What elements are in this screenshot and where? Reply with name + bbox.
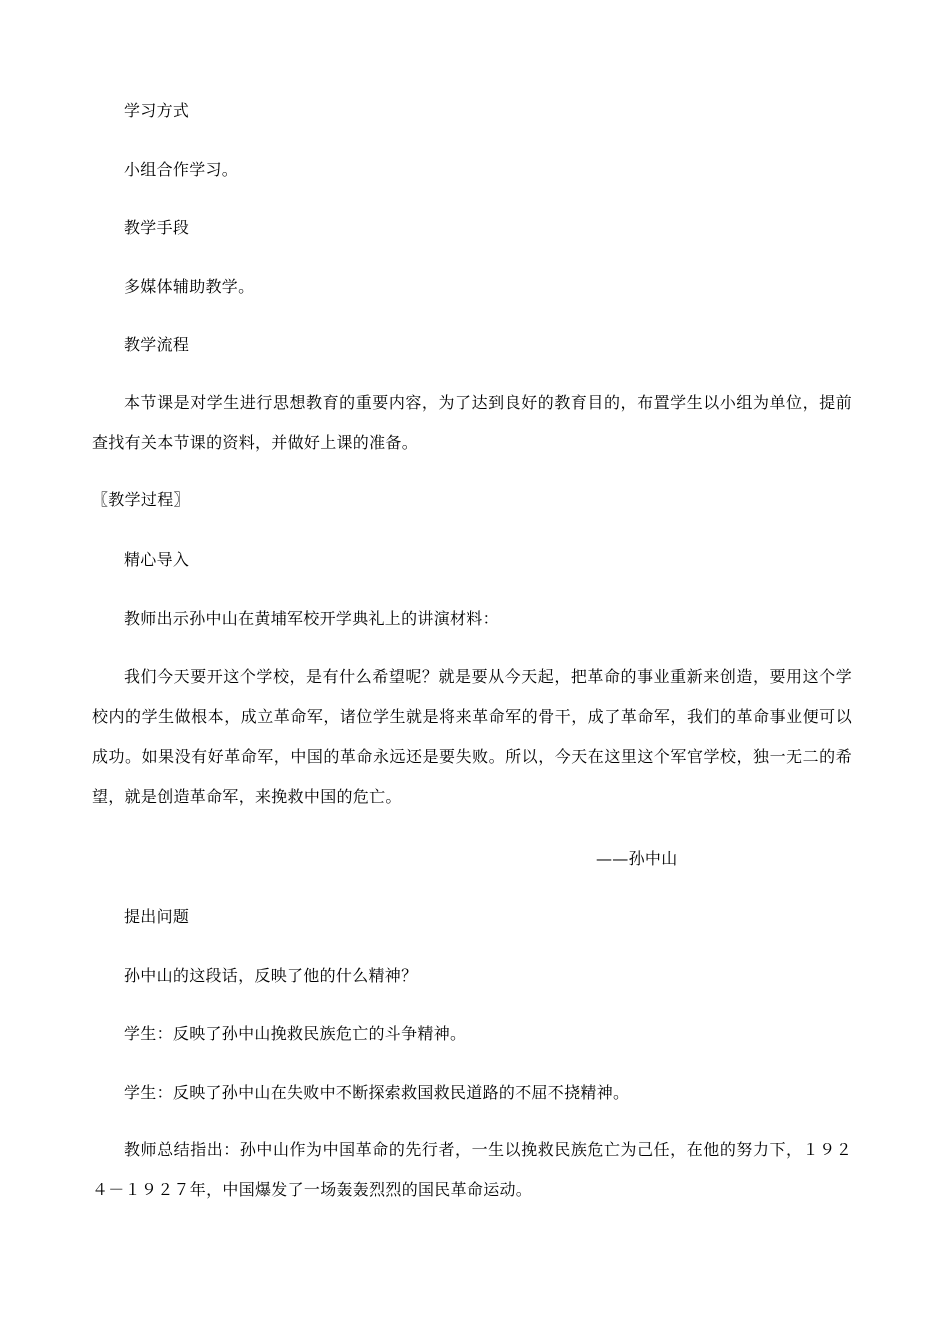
heading-learning-mode: 学习方式 [124,101,190,120]
heading-question: 提出问题 [124,907,190,926]
heading-teaching-means: 教学手段 [124,218,190,237]
teacher-summary-paragraph: 教师总结指出：孙中山作为中国革命的先行者，一生以挽救民族危亡为己任，在他的努力下，１９２４－１９２７年，中国爆发了一场轰轰烈烈的国民革命运动。 [92,1140,852,1199]
heading-intro: 精心导入 [124,550,190,569]
student-answer-1: 学生：反映了孙中山挽救民族危亡的斗争精神。 [124,1024,467,1043]
quote-attribution: ——孙中山 [596,849,678,868]
question-text: 孙中山的这段话，反映了他的什么精神？ [124,966,418,985]
learning-mode-text: 小组合作学习。 [124,160,239,179]
heading-teaching-process: 〖教学过程〗 [92,490,190,509]
intro-text: 教师出示孙中山在黄埔军校开学典礼上的讲演材料： [124,609,499,628]
teaching-flow-paragraph: 本节课是对学生进行思想教育的重要内容，为了达到良好的教育目的，布置学生以小组为单位，提前查找有关本节课的资料，并做好上课的准备。 [92,393,852,452]
student-answer-2: 学生：反映了孙中山在失败中不断探索救国救民道路的不屈不挠精神。 [124,1083,630,1102]
heading-teaching-flow: 教学流程 [124,335,190,354]
teaching-means-text: 多媒体辅助教学。 [124,277,255,296]
sun-yatsen-quote: 我们今天要开这个学校，是有什么希望呢？就是要从今天起，把革命的事业重新来创造，要用这个学校内的学生做根本，成立革命军，诸位学生就是将来革命军的骨干，成了革命军，我们的革命事业便可以成功。如果没有好革命军，中国的革命永远还是要失败。所以，今天在这里这个军官学校，独一无二的希望，就是创造革命军，来挽救中国的危亡。 [92,667,852,806]
